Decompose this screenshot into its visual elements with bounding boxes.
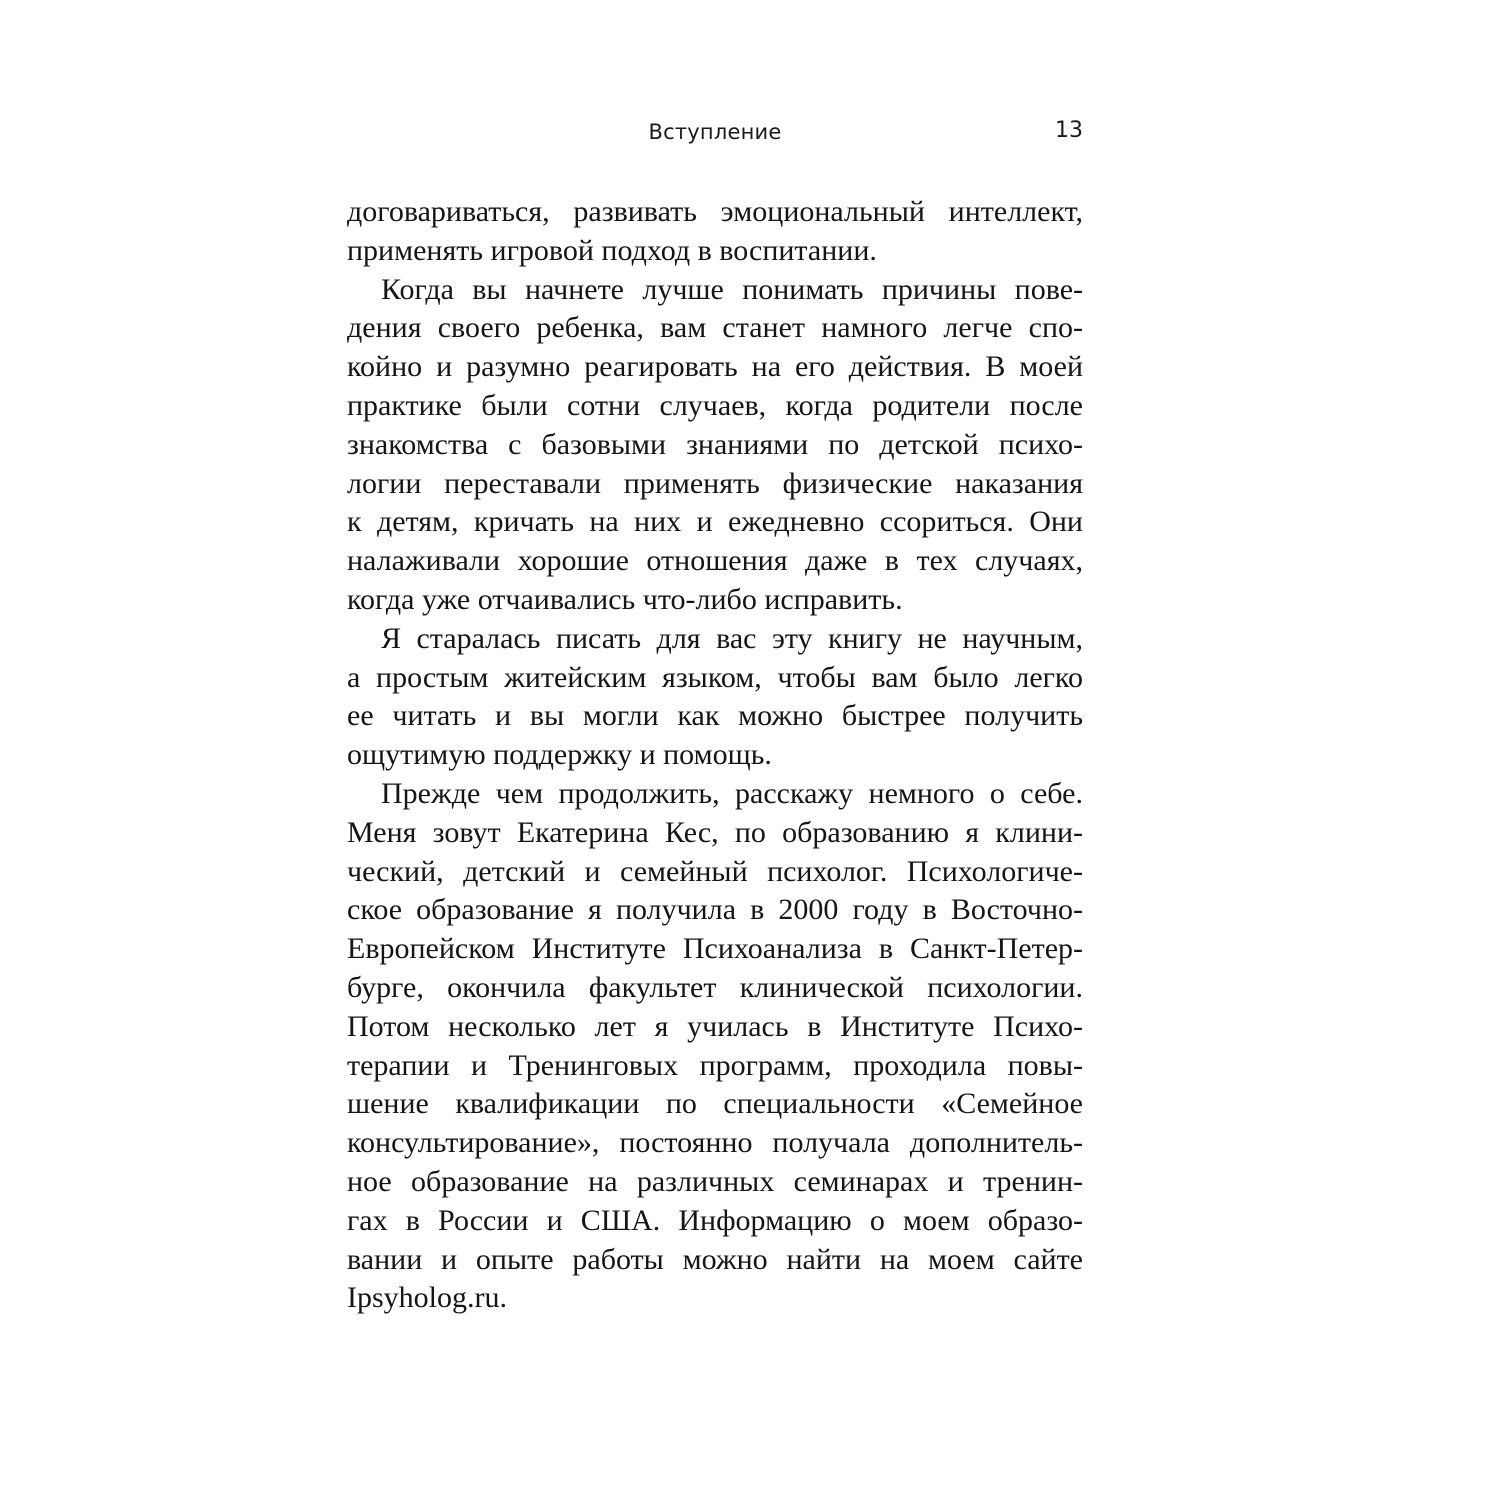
text-line: Прежде чем продолжить, расскажу немного о себе. bbox=[381, 776, 1083, 810]
text-line: договариваться, развивать эмоциональный интеллект, bbox=[347, 195, 1083, 228]
text-line: Когда вы начнете лучше понимать причины пове- bbox=[381, 272, 1083, 306]
text-line: ное образование на различных семинарах и тренин- bbox=[347, 1164, 1083, 1198]
body-text bbox=[347, 193, 1083, 1318]
text-line: Потом несколько лет я училась в Институте Психо- bbox=[347, 1009, 1083, 1043]
text-line: ское образование я получила в 2000 году в Восточно- bbox=[347, 893, 1083, 927]
text-line: гах в России и США. Информацию о моем образо- bbox=[347, 1203, 1083, 1237]
text-line: Ipsyholog.ru. bbox=[347, 1281, 507, 1315]
text-line: знакомства с базовыми знаниями по детской психо- bbox=[347, 427, 1083, 461]
text-line: койно и разумно реагировать на его действия. В моей bbox=[347, 350, 1083, 384]
text-line: ческий, детский и семейный психолог. Психологиче- bbox=[347, 854, 1083, 888]
text-line: Меня зовут Екатерина Кес, по образованию я клини- bbox=[347, 815, 1083, 849]
text-line: консультирование», постоянно получала дополнитель- bbox=[347, 1126, 1083, 1160]
running-title: Вступление bbox=[648, 120, 782, 144]
text-line: логии переставали применять физические наказания bbox=[347, 466, 1083, 500]
text-line: налаживали хорошие отношения даже в тех случаях, bbox=[347, 544, 1083, 578]
text-line: терапии и Тренинговых программ, проходила повы- bbox=[347, 1048, 1083, 1082]
text-line: Я старалась писать для вас эту книгу не научным, bbox=[381, 621, 1083, 655]
text-line: когда уже отчаивались что-либо исправить. bbox=[347, 582, 903, 616]
text-line: ощутимую поддержку и помощь. bbox=[347, 738, 772, 772]
text-line: применять игровой подход в воспитании. bbox=[347, 233, 877, 267]
page-number: 13 bbox=[1055, 118, 1083, 143]
text-line: ее читать и вы могли как можно быстрее получить bbox=[347, 699, 1083, 733]
text-line: дения своего ребенка, вам станет намного легче спо- bbox=[347, 311, 1083, 345]
text-line: практике были сотни случаев, когда родители после bbox=[347, 388, 1083, 422]
text-line: вании и опыте работы можно найти на моем сайте bbox=[347, 1242, 1083, 1276]
text-line: шение квалификации по специальности «Семейное bbox=[347, 1087, 1083, 1121]
text-line: а простым житейским языком, чтобы вам было легко bbox=[347, 660, 1083, 694]
running-header bbox=[347, 116, 1083, 150]
text-line: бурге, окончила факультет клинической психологии. bbox=[347, 970, 1083, 1004]
text-line: к детям, кричать на них и ежедневно ссориться. Они bbox=[347, 505, 1083, 539]
text-line: Европейском Институте Психоанализа в Санкт-Петер- bbox=[347, 932, 1083, 966]
